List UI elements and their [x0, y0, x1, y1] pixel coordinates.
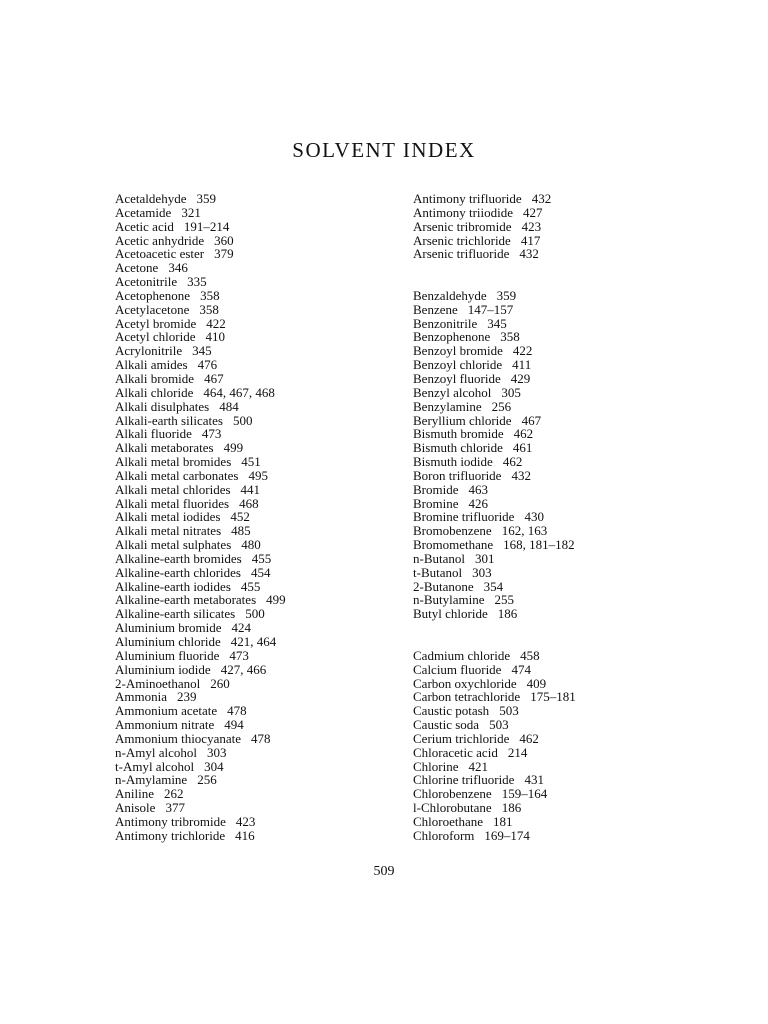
index-entry-term: Acetonitrile [115, 274, 178, 290]
index-entry-term: t-Amyl alcohol [115, 758, 195, 774]
index-entry-term: Alkali metal fluorides [115, 495, 230, 511]
index-entry-term: n-Amylamine [115, 772, 188, 788]
index-entry [115, 760, 286, 774]
index-entry-pages: 458 [520, 647, 540, 663]
index-entry-pages: 494 [224, 717, 244, 733]
index-entry [115, 427, 286, 441]
index-entry-term: Bismuth iodide [413, 454, 493, 470]
index-entry-pages: 301 [475, 550, 495, 566]
index-entry [413, 275, 576, 289]
index-entry [115, 815, 286, 829]
index-entry-term: Carbon oxychloride [413, 675, 517, 691]
index-entry-pages: 159–164 [501, 786, 548, 802]
index-entry-pages: 379 [214, 246, 234, 262]
index-entry [115, 580, 286, 594]
index-entry [413, 635, 576, 649]
index-entry [413, 330, 576, 344]
index-entry [115, 275, 286, 289]
index-entry-term: Alkali disulphates [115, 398, 210, 414]
index-entry [115, 372, 286, 386]
index-entry-term: Chloroform [413, 827, 475, 843]
index-entry [115, 483, 286, 497]
index-entry-term: Bromine trifluoride [413, 509, 515, 525]
index-entry-pages: 462 [502, 454, 523, 470]
index-entry-pages: 186 [497, 606, 518, 622]
index-entry-pages: 455 [240, 578, 261, 594]
index-entry-pages: 262 [164, 786, 184, 802]
index-entry-term: Alkaline-earth chlorides [115, 564, 241, 580]
index-entry-pages: 260 [210, 675, 230, 691]
index-entry-pages: 416 [235, 827, 255, 843]
index-entry [413, 593, 576, 607]
index-entry-pages: 473 [229, 647, 249, 663]
index-entry-term: Benzylamine [413, 398, 482, 414]
index-entry-term: Alkali metal nitrates [115, 523, 222, 539]
index-entry-term: t-Butanol [413, 564, 463, 580]
index-entry [115, 704, 286, 718]
index-entry [115, 497, 286, 511]
index-entry-pages: 503 [489, 717, 509, 733]
index-entry-pages: 426 [468, 495, 488, 511]
index-entry-term: Acetic acid [115, 218, 174, 234]
index-entry-term: Benzoyl bromide [413, 343, 503, 359]
index-entry [115, 330, 286, 344]
index-entry-term: Ammonium thiocyanate [115, 730, 242, 746]
index-entry [115, 552, 286, 566]
index-entry-term: Arsenic trifluoride [413, 246, 510, 262]
index-entry [413, 303, 576, 317]
index-entry-term: Alkaline-earth iodides [115, 578, 231, 594]
index-entry-term: Chlorobenzene [413, 786, 492, 802]
index-entry-term: Alkaline-earth metaborates [115, 592, 257, 608]
index-entry [413, 469, 576, 483]
index-entry [115, 192, 286, 206]
index-entry-term: Acetyl bromide [115, 315, 197, 331]
index-entry-pages: 191–214 [183, 218, 230, 234]
index-entry-term: Bromomethane [413, 537, 494, 553]
index-entry [115, 746, 286, 760]
index-column-left [115, 192, 286, 843]
index-entry-pages: 186 [501, 800, 522, 816]
index-entry-pages: 464, 467, 468 [203, 384, 275, 400]
index-entry-term: Alkali amides [115, 357, 188, 373]
index-entry-pages: 359 [496, 287, 517, 303]
index-entry-term: Benzonitrile [413, 315, 478, 331]
index-entry [413, 607, 576, 621]
index-entry-term: Bismuth chloride [413, 440, 503, 456]
index-entry-term: Aniline [115, 786, 154, 802]
index-entry [413, 289, 576, 303]
index-entry [115, 718, 286, 732]
index-entry [115, 524, 286, 538]
index-entry [115, 247, 286, 261]
index-entry-term: Aluminium chloride [115, 634, 221, 649]
index-entry [413, 760, 576, 774]
index-entry-pages: 422 [512, 343, 533, 359]
index-entry-term: Acrylonitrile [115, 343, 183, 359]
index-entry [115, 773, 286, 787]
index-entry-pages: 335 [187, 274, 207, 290]
index-entry [115, 510, 286, 524]
index-entry-term: n-Amyl alcohol [115, 744, 197, 760]
index-entry [115, 663, 286, 677]
index-entry [115, 677, 286, 691]
index-entry [115, 206, 286, 220]
index-entry-term: Acetylacetone [115, 301, 190, 317]
index-entry [115, 649, 286, 663]
index-entry-term: Chlorine [413, 758, 459, 774]
index-entry-term: n-Butylamine [413, 592, 485, 608]
index-entry-term: Beryllium chloride [413, 412, 512, 428]
index-entry-pages: 359 [196, 191, 216, 206]
index-entry-pages: 474 [511, 661, 531, 677]
index-entry [115, 303, 286, 317]
index-entry-pages: 256 [491, 398, 512, 414]
index-entry [413, 206, 576, 220]
index-entry-pages: 495 [248, 467, 268, 483]
index-entry [413, 815, 576, 829]
index-entry-term: Chloracetic acid [413, 744, 498, 760]
index-entry-pages: 461 [512, 440, 533, 456]
index-entry [413, 317, 576, 331]
index-entry-pages: 451 [241, 454, 261, 470]
index-entry [413, 732, 576, 746]
index-entry-pages: 468 [239, 495, 259, 511]
index-entry [115, 566, 286, 580]
index-entry-pages: 499 [223, 440, 244, 456]
index-entry [413, 677, 576, 691]
index-entry-pages: 467 [204, 370, 224, 386]
index-entry-pages: 476 [197, 357, 218, 373]
index-entry-pages: 423 [521, 218, 542, 234]
index-entry-term: Antimony trifluoride [413, 191, 522, 206]
index-entry [413, 400, 576, 414]
index-entry-pages: 410 [205, 329, 225, 345]
index-entry-term: Cerium trichloride [413, 730, 510, 746]
index-entry [413, 773, 576, 787]
index-entry-pages: 175–181 [530, 689, 576, 705]
index-entry-term: Ammonia [115, 689, 167, 705]
index-entry [413, 690, 576, 704]
index-entry [413, 497, 576, 511]
index-entry-pages: 455 [251, 550, 272, 566]
index-entry-pages: 411 [512, 357, 532, 373]
index-entry-term: Alkaline-earth silicates [115, 606, 236, 622]
index-entry-term: Aluminium iodide [115, 661, 211, 677]
index-entry-term: Antimony trichloride [115, 827, 226, 843]
index-entry [115, 593, 286, 607]
index-entry-pages: 303 [206, 744, 227, 760]
index-entry-term: l-Chlorobutane [413, 800, 492, 816]
index-entry-term: Acetic anhydride [115, 232, 205, 248]
index-entry-pages: 377 [165, 800, 185, 816]
index-entry-pages: 485 [231, 523, 251, 539]
index-entry [413, 552, 576, 566]
index-entry-term: Alkali bromide [115, 370, 195, 386]
index-entry-term: Alkali chloride [115, 384, 194, 400]
index-entry-term: Benzophenone [413, 329, 491, 345]
page-title: SOLVENT INDEX [292, 138, 476, 162]
index-entry-term: 2-Aminoethanol [115, 675, 201, 691]
index-entry-term: Anisole [115, 800, 156, 816]
index-entry [413, 441, 576, 455]
index-entry-pages: 345 [487, 315, 507, 331]
index-entry-term: Ammonium nitrate [115, 717, 215, 733]
index-entry-term: Alkali fluoride [115, 426, 192, 442]
index-entry [115, 386, 286, 400]
index-entry [115, 690, 286, 704]
index-entry [413, 220, 576, 234]
index-entry-pages: 480 [241, 537, 261, 553]
index-entry-term: Acetyl chloride [115, 329, 196, 345]
index-entry [413, 621, 576, 635]
index-entry-pages: 432 [531, 191, 552, 206]
index-entry [115, 234, 286, 248]
index-entry [115, 801, 286, 815]
index-entry-pages: 500 [245, 606, 265, 622]
index-entry-term: Benzoyl chloride [413, 357, 503, 373]
index-entry-term: Alkali metaborates [115, 440, 214, 456]
index-entry-term: n-Butanol [413, 550, 465, 566]
index-entry-term: Carbon tetrachloride [413, 689, 521, 705]
index-entry-term: Alkali metal iodides [115, 509, 221, 525]
index-entry-pages: 358 [199, 301, 219, 317]
index-entry [115, 732, 286, 746]
index-entry [115, 220, 286, 234]
index-entry-pages: 427, 466 [220, 661, 267, 677]
index-entry-pages: 321 [181, 204, 201, 220]
index-entry-term: Butyl chloride [413, 606, 488, 622]
index-entry-pages: 345 [192, 343, 212, 359]
index-entry [115, 787, 286, 801]
index-entry-pages: 256 [197, 772, 217, 788]
index-entry [413, 234, 576, 248]
index-entry-pages: 432 [519, 246, 539, 262]
index-entry-term: Antimony tribromide [115, 813, 226, 829]
index-entry-term: Bromide [413, 481, 459, 497]
index-entry [413, 455, 576, 469]
index-entry [413, 746, 576, 760]
index-entry [413, 580, 576, 594]
index-entry [413, 801, 576, 815]
index-entry-term: Calcium fluoride [413, 661, 502, 677]
index-entry-term: Chlorine trifluoride [413, 772, 515, 788]
index-entry [413, 510, 576, 524]
index-entry-term: Caustic potash [413, 703, 490, 719]
index-entry-pages: 162, 163 [501, 523, 548, 539]
index-entry [413, 414, 576, 428]
index-entry-pages: 424 [231, 620, 252, 636]
index-entry [413, 372, 576, 386]
index-entry-pages: 430 [524, 509, 544, 525]
index-entry [413, 427, 576, 441]
index-entry-pages: 452 [230, 509, 250, 525]
index-entry-pages: 421, 464 [230, 634, 277, 649]
index-entry-pages: 462 [519, 730, 539, 746]
index-entry-term: Arsenic tribromide [413, 218, 512, 234]
index-entry [115, 400, 286, 414]
index-entry-term: Benzaldehyde [413, 287, 487, 303]
index-entry [115, 607, 286, 621]
index-entry-term: Antimony triiodide [413, 204, 514, 220]
index-entry [115, 469, 286, 483]
index-entry-pages: 169–174 [484, 827, 530, 843]
index-entry-pages: 499 [266, 592, 286, 608]
index-entry-pages: 346 [168, 260, 188, 276]
index-entry [413, 538, 576, 552]
index-entry [413, 718, 576, 732]
index-entry [413, 663, 576, 677]
index-entry-pages: 214 [507, 744, 528, 760]
index-entry [115, 289, 286, 303]
index-entry-pages: 255 [494, 592, 514, 608]
index-entry [413, 247, 576, 261]
index-entry [115, 441, 286, 455]
index-entry [115, 455, 286, 469]
index-entry-pages: 421 [468, 758, 488, 774]
index-entry-term: Cadmium chloride [413, 647, 511, 663]
index-entry-pages: 467 [521, 412, 542, 428]
index-entry-pages: 429 [510, 370, 531, 386]
index-entry-pages: 168, 181–182 [503, 537, 575, 553]
index-entry [115, 538, 286, 552]
index-entry-pages: 304 [204, 758, 224, 774]
index-entry-term: Bromine [413, 495, 459, 511]
index-entry-term: Benzyl alcohol [413, 384, 492, 400]
index-entry-pages: 484 [219, 398, 239, 414]
index-entry-term: Bromobenzene [413, 523, 492, 539]
index-entry-pages: 423 [235, 813, 256, 829]
index-entry [413, 829, 576, 843]
index-entry-term: 2-Butanone [413, 578, 474, 594]
index-entry-term: Alkali metal bromides [115, 454, 232, 470]
index-entry [115, 344, 286, 358]
index-entry-term: Aluminium bromide [115, 620, 222, 636]
index-entry-pages: 239 [177, 689, 197, 705]
index-entry [413, 261, 576, 275]
index-entry [413, 358, 576, 372]
index-entry [413, 649, 576, 663]
index-entry-term: Boron trifluoride [413, 467, 502, 483]
index-entry-term: Acetamide [115, 204, 172, 220]
index-entry-pages: 360 [214, 232, 234, 248]
index-entry [413, 787, 576, 801]
index-entry [413, 386, 576, 400]
index-entry-pages: 417 [520, 232, 541, 248]
index-entry [413, 483, 576, 497]
index-entry [413, 344, 576, 358]
index-entry-pages: 303 [472, 564, 492, 580]
index-column-right [413, 192, 576, 843]
index-entry-pages: 462 [513, 426, 534, 442]
index-entry-term: Benzene [413, 301, 458, 317]
index-entry-term: Acetone [115, 260, 159, 276]
index-entry-term: Chloroethane [413, 813, 484, 829]
index-entry [413, 192, 576, 206]
index-entry-term: Acetaldehyde [115, 191, 187, 206]
index-entry [115, 358, 286, 372]
index-entry [115, 621, 286, 635]
index-entry-pages: 431 [524, 772, 544, 788]
index-entry-pages: 473 [201, 426, 222, 442]
index-entry-pages: 181 [493, 813, 513, 829]
index-entry [115, 829, 286, 843]
index-entry-pages: 432 [511, 467, 531, 483]
index-entry-term: Benzoyl fluoride [413, 370, 501, 386]
index-entry [115, 414, 286, 428]
index-entry-term: Bismuth bromide [413, 426, 504, 442]
index-entry-pages: 354 [483, 578, 504, 594]
index-entry [115, 635, 286, 649]
index-entry-pages: 358 [500, 329, 520, 345]
index-entry [413, 566, 576, 580]
index-entry-term: Aluminium fluoride [115, 647, 220, 663]
index-entry-pages: 503 [499, 703, 519, 719]
index-entry-term: Acetoacetic ester [115, 246, 205, 262]
index-entry-term: Alkali metal carbonates [115, 467, 239, 483]
index-entry-pages: 305 [501, 384, 521, 400]
index-entry-pages: 478 [251, 730, 271, 746]
index-entry-term: Alkali metal sulphates [115, 537, 232, 553]
index-entry [413, 704, 576, 718]
index-entry-pages: 463 [468, 481, 488, 497]
index-entry-pages: 422 [206, 315, 226, 331]
index-entry-term: Alkaline-earth bromides [115, 550, 242, 566]
index-entry-pages: 478 [227, 703, 247, 719]
index-entry-term: Alkali metal chlorides [115, 481, 231, 497]
index-entry [413, 524, 576, 538]
index-entry-term: Alkali-earth silicates [115, 412, 223, 428]
index-entry-pages: 409 [526, 675, 547, 691]
index-entry-pages: 441 [240, 481, 261, 497]
index-entry-pages: 427 [523, 204, 543, 220]
index-entry-pages: 147–157 [467, 301, 514, 317]
index-entry [115, 317, 286, 331]
index-entry [115, 261, 286, 275]
page-number: 509 [373, 864, 395, 879]
index-entry-pages: 358 [200, 287, 220, 303]
index-entry-term: Acetophenone [115, 287, 191, 303]
index-entry-term: Ammonium acetate [115, 703, 218, 719]
index-entry-term: Arsenic trichloride [413, 232, 511, 248]
index-entry-term: Caustic soda [413, 717, 480, 733]
index-entry-pages: 454 [250, 564, 271, 580]
index-entry-pages: 500 [232, 412, 253, 428]
